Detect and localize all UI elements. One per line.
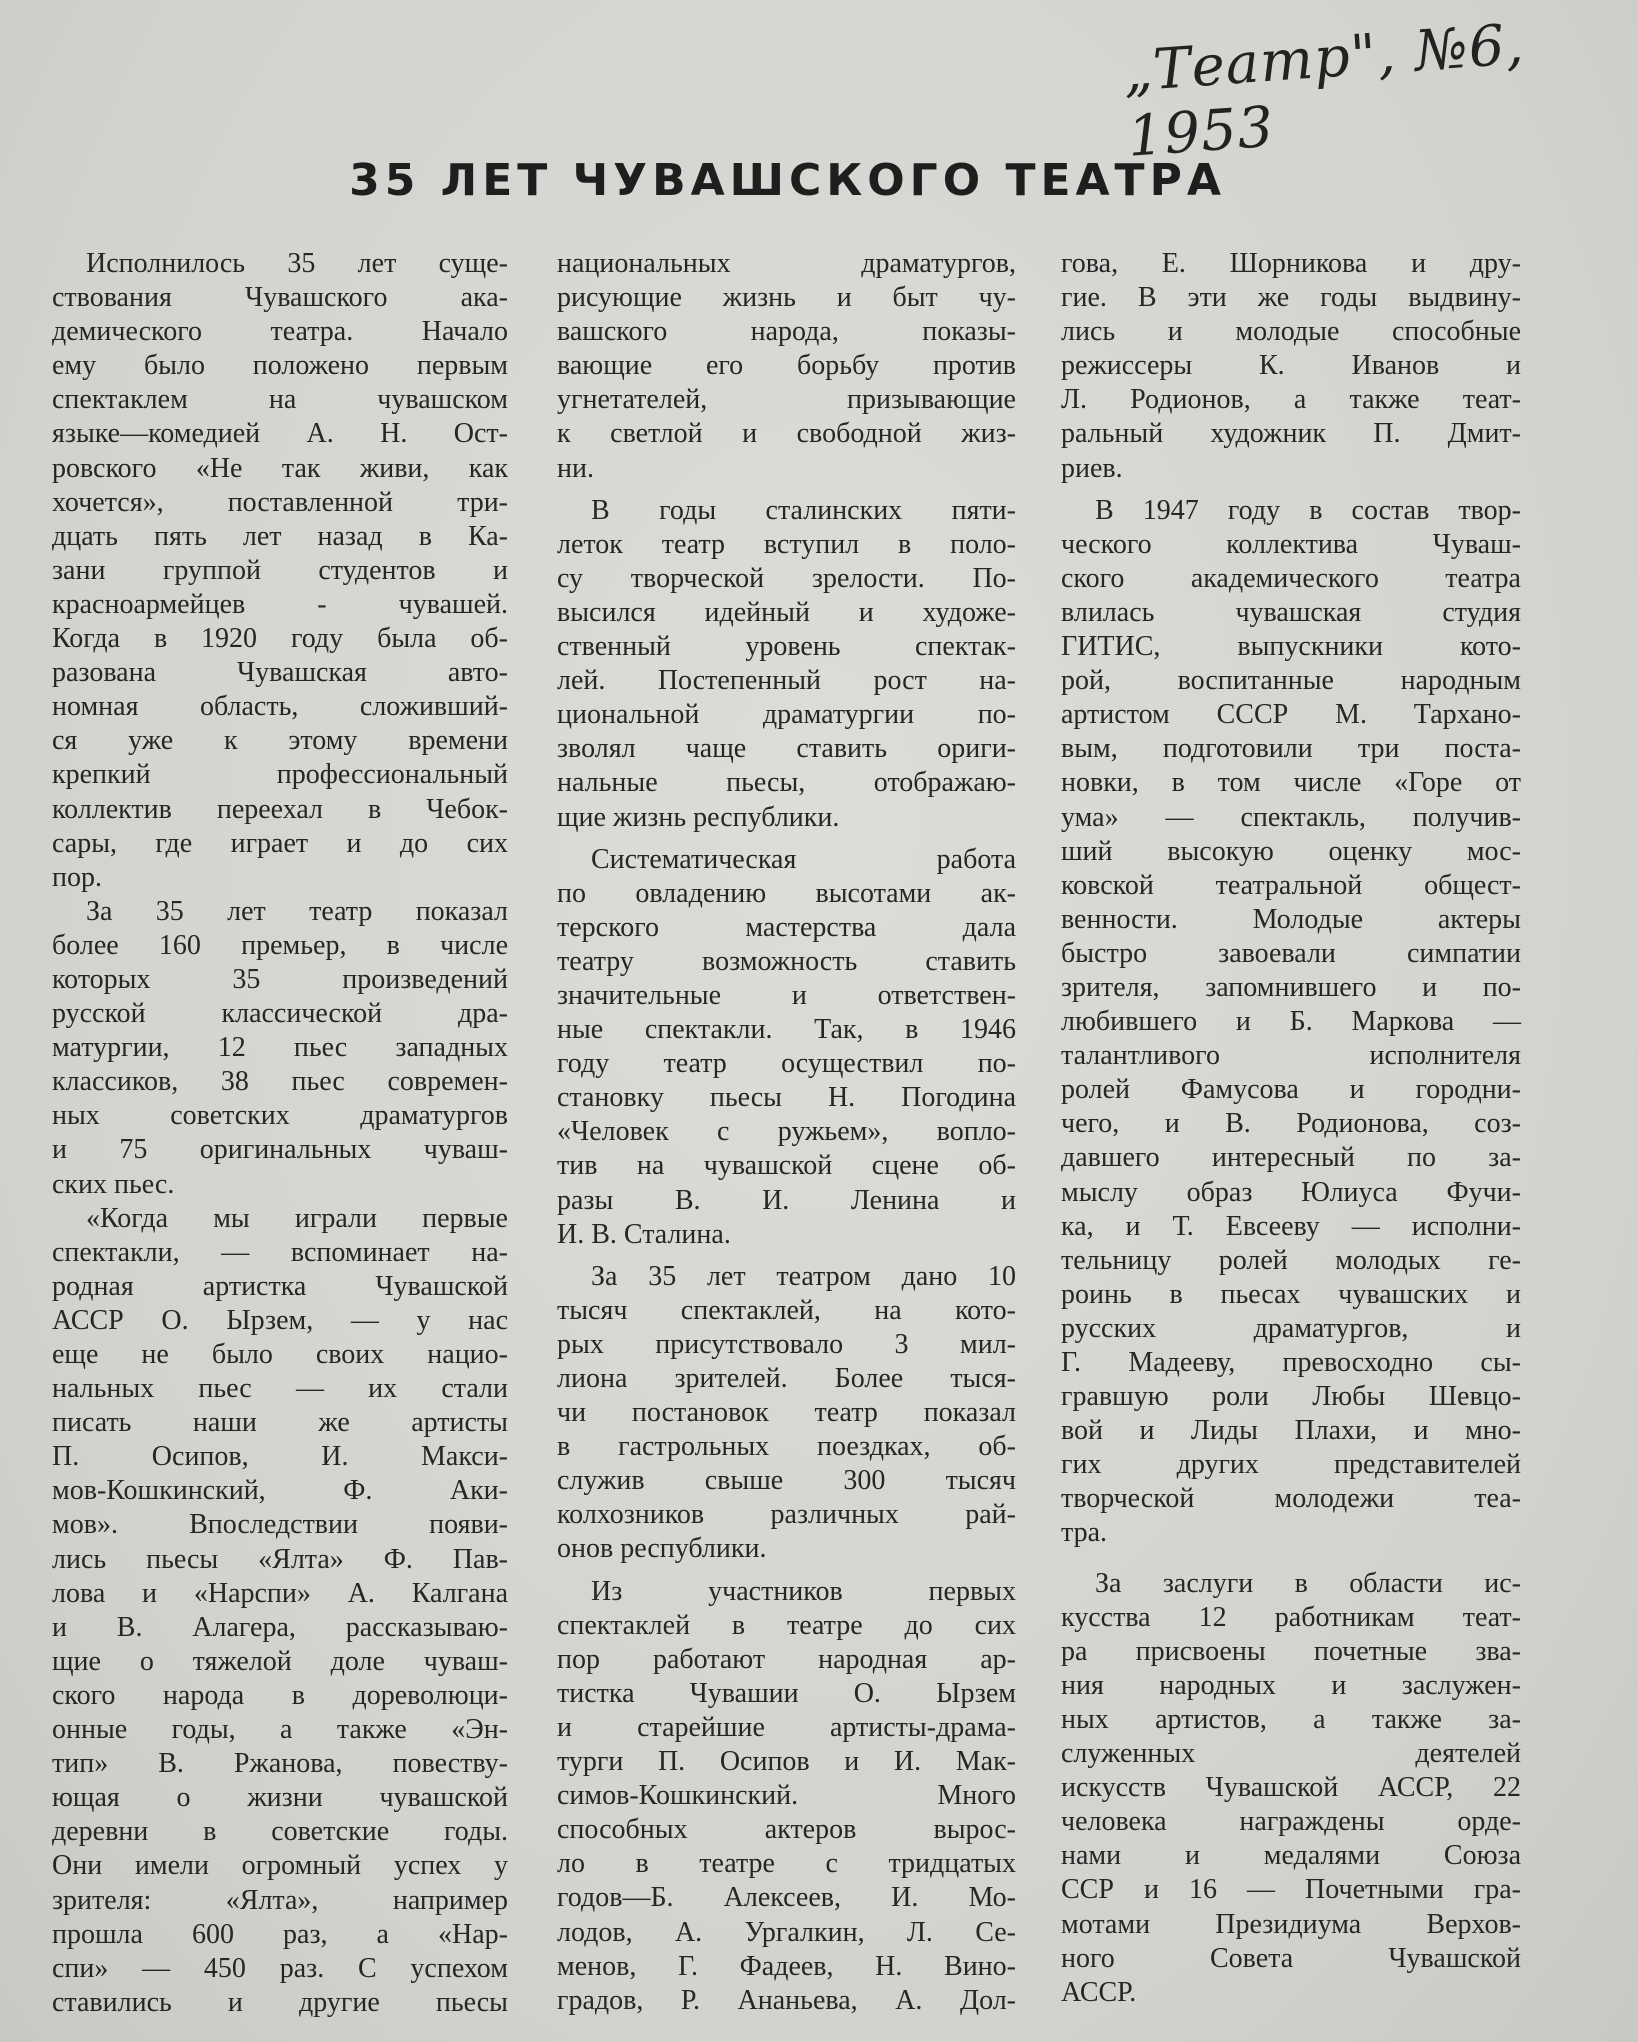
text-line: разы В. И. Ленина и xyxy=(557,1184,1016,1216)
handwritten-source-note: „Театр", №6, 1953 xyxy=(1121,12,1527,170)
text-line: ставились и другие пьесы xyxy=(52,1986,508,2018)
paragraph xyxy=(557,494,1016,835)
text-line: ГИТИС, выпускники кото- xyxy=(1061,631,1521,663)
text-line: русской классической дра- xyxy=(52,998,508,1030)
text-line: симов-Кошкинский. Много xyxy=(557,1780,1016,1812)
text-line: и старейшие артисты-драма- xyxy=(557,1711,1016,1743)
text-line: и В. Алагера, рассказываю- xyxy=(52,1611,508,1643)
text-line: гравшую роли Любы Шевцо- xyxy=(1061,1381,1521,1413)
text-line: вым, подготовили три поста- xyxy=(1061,733,1521,765)
text-line: тистка Чувашии О. Ырзем xyxy=(557,1677,1016,1709)
text-line: За 35 лет театром дано 10 xyxy=(591,1260,1016,1292)
text-line: искусств Чувашской АССР, 22 xyxy=(1061,1772,1521,1804)
text-line: рой, воспитанные народным xyxy=(1061,665,1521,697)
text-line: по овладению высотами ак- xyxy=(557,877,1016,909)
text-line: лодов, А. Ургалкин, Л. Се- xyxy=(557,1916,1016,1948)
text-line: мотами Президиума Верхов- xyxy=(1061,1908,1521,1940)
text-line: ющая о жизни чувашской xyxy=(52,1782,508,1814)
text-line: ума» — спектакль, получив- xyxy=(1061,801,1521,833)
text-line: прошла 600 раз, а «Нар- xyxy=(52,1918,508,1950)
text-line: чи постановок театр показал xyxy=(557,1397,1016,1429)
text-line: онов республики. xyxy=(557,1533,767,1565)
article-column-1 xyxy=(52,247,508,2020)
text-line: Когда в 1920 году была об- xyxy=(52,623,508,655)
text-line: ему было положено первым xyxy=(52,350,508,382)
text-line: в гастрольных поездках, об- xyxy=(557,1431,1016,1463)
text-line: лова и «Нарспи» А. Калгана xyxy=(52,1577,508,1609)
text-line: режиссеры К. Иванов и xyxy=(1061,350,1521,382)
text-line: пор работают народная ар- xyxy=(557,1643,1016,1675)
text-line: чего, и В. Родионова, соз- xyxy=(1061,1108,1521,1140)
text-line: угнетателей, призывающие xyxy=(557,384,1016,416)
text-line: служив свыше 300 тысяч xyxy=(557,1465,1016,1497)
text-line: щие о тяжелой доле чуваш- xyxy=(52,1645,508,1677)
text-line: тив на чувашской сцене об- xyxy=(557,1150,1016,1182)
text-line: менов, Г. Фадеев, Н. Вино- xyxy=(557,1950,1016,1982)
text-line: быстро завоевали симпатии xyxy=(1061,937,1521,969)
text-line: За заслуги в области ис- xyxy=(1095,1567,1521,1599)
text-line: В 1947 году в состав твор- xyxy=(1095,494,1521,526)
text-line: тра. xyxy=(1061,1517,1108,1549)
text-line: человека награждены орде- xyxy=(1061,1806,1521,1838)
text-line: мыслу образ Юлиуса Фучи- xyxy=(1061,1176,1521,1208)
text-line: онные годы, а также «Эн- xyxy=(52,1714,508,1746)
text-line: За 35 лет театр показал xyxy=(86,895,508,927)
text-line: ского народа в дореволюци- xyxy=(52,1679,508,1711)
text-line: спектаклей в театре до сих xyxy=(557,1609,1016,1641)
paragraph xyxy=(1061,1567,1521,2010)
text-line: зволял чаще ставить ориги- xyxy=(557,733,1016,765)
text-line: хочется», поставленной три- xyxy=(52,486,508,518)
text-line: рисующие жизнь и быт чу- xyxy=(557,282,1016,314)
text-line: Л. Родионов, а также теат- xyxy=(1061,384,1521,416)
text-line: «Когда мы играли первые xyxy=(86,1202,508,1234)
text-line: спектакли, — вспоминает на- xyxy=(52,1236,508,1268)
text-line: артистом СССР М. Тархано- xyxy=(1061,699,1521,731)
text-line: театру возможность ставить xyxy=(557,945,1016,977)
text-line: любившего и Б. Маркова — xyxy=(1061,1006,1521,1038)
text-line: деревни в советские годы. xyxy=(52,1816,508,1848)
text-line: лись пьесы «Ялта» Ф. Пав- xyxy=(52,1543,508,1575)
text-line: ных советских драматургов xyxy=(52,1100,508,1132)
text-line: ческого коллектива Чуваш- xyxy=(1061,528,1521,560)
text-line: гих других представителей xyxy=(1061,1449,1521,1481)
text-line: венности. Молодые актеры xyxy=(1061,903,1521,935)
text-line: писать наши же артисты xyxy=(52,1407,508,1439)
text-line: рых присутствовало 3 мил- xyxy=(557,1328,1016,1360)
text-line: вающие его борьбу против xyxy=(557,350,1016,382)
text-line: АССР О. Ырзем, — у нас xyxy=(52,1304,508,1336)
text-line: ственный уровень спектак- xyxy=(557,631,1016,663)
text-line: годов—Б. Алексеев, И. Мо- xyxy=(557,1882,1016,1914)
text-line: мов-Кошкинский, Ф. Аки- xyxy=(52,1475,508,1507)
text-line: Исполнилось 35 лет суще- xyxy=(86,248,508,279)
text-line: ССР и 16 — Почетными гра- xyxy=(1061,1874,1521,1906)
text-line: зрителя, запомнившего и по- xyxy=(1061,971,1521,1003)
text-line: Они имели огромный успех у xyxy=(52,1850,508,1882)
text-line: и 75 оригинальных чуваш- xyxy=(52,1134,508,1166)
text-line: тысяч спектаклей, на кото- xyxy=(557,1294,1016,1326)
text-line: кусства 12 работникам теат- xyxy=(1061,1601,1521,1633)
text-line: языке—комедией А. Н. Ост- xyxy=(52,418,508,450)
text-line: красноармейцев - чувашей. xyxy=(52,588,508,620)
text-line: ного Совета Чувашской xyxy=(1061,1942,1521,1974)
text-line: Систематическая работа xyxy=(591,843,1016,875)
text-line: ло в театре с тридцатых xyxy=(557,1848,1016,1880)
text-line: классиков, 38 пьес современ- xyxy=(52,1066,508,1098)
text-line: градов, Р. Ананьева, А. Дол- xyxy=(557,1984,1016,2016)
text-line: су творческой зрелости. По- xyxy=(557,562,1016,594)
text-line: ровского «Не так живи, как xyxy=(52,452,508,484)
text-line: лись и молодые способные xyxy=(1061,316,1521,348)
paragraph xyxy=(52,895,508,1202)
text-line: вашского народа, показы- xyxy=(557,316,1016,348)
text-line: к светлой и свободной жиз- xyxy=(557,418,1016,450)
text-line: высился идейный и художе- xyxy=(557,596,1016,628)
text-line: служенных деятелей xyxy=(1061,1738,1521,1770)
text-line: АССР. xyxy=(1061,1976,1137,2008)
text-line: году театр осуществил по- xyxy=(557,1048,1016,1080)
text-line: разована Чувашская авто- xyxy=(52,657,508,689)
text-line: «Человек с ружьем», вопло- xyxy=(557,1116,1016,1148)
paragraph xyxy=(557,1575,1016,2018)
text-line: нами и медалями Союза xyxy=(1061,1840,1521,1872)
text-line: вой и Лиды Плахи, и мно- xyxy=(1061,1415,1521,1447)
text-line: лиона зрителей. Более тыся- xyxy=(557,1363,1016,1394)
text-line: ских пьес. xyxy=(52,1168,175,1200)
text-line: талантливого исполнителя xyxy=(1061,1040,1521,1072)
text-line: циональной драматургии по- xyxy=(557,699,1016,731)
text-line: И. В. Сталина. xyxy=(557,1218,731,1250)
text-line: родная артистка Чувашской xyxy=(52,1270,508,1302)
paragraph xyxy=(557,843,1016,1252)
paragraph xyxy=(1061,494,1521,1551)
text-line: риев. xyxy=(1061,452,1123,484)
text-line: ковской театральной общест- xyxy=(1061,869,1521,901)
text-line: мов». Впоследствии появи- xyxy=(52,1509,508,1541)
text-line: ского академического театра xyxy=(1061,562,1521,594)
text-line: становку пьесы Н. Погодина xyxy=(557,1082,1016,1114)
text-line: способных актеров вырос- xyxy=(557,1814,1016,1846)
text-line: гова, Е. Шорникова и дру- xyxy=(1061,248,1521,279)
text-line: Из участников первых xyxy=(591,1575,1016,1607)
text-line: зани группой студентов и xyxy=(52,554,508,586)
text-line: давшего интересный по за- xyxy=(1061,1142,1521,1174)
text-line: щие жизнь республики. xyxy=(557,801,840,833)
paragraph xyxy=(1061,247,1521,486)
text-line: спектаклем на чувашском xyxy=(52,384,508,416)
text-line: ния народных и заслужен- xyxy=(1061,1669,1521,1701)
text-line: В годы сталинских пяти- xyxy=(591,494,1016,526)
text-line: пор. xyxy=(52,861,102,893)
text-line: ший высокую оценку мос- xyxy=(1061,835,1521,867)
text-line: нальных пьес — их стали xyxy=(52,1373,508,1405)
article-column-2 xyxy=(557,247,1016,2026)
text-line: которых 35 произведений xyxy=(52,963,508,995)
text-line: крепкий профессиональный xyxy=(52,759,508,791)
text-line: сары, где играет и до сих xyxy=(52,827,508,859)
text-line: ка, и Т. Евсееву — исполни- xyxy=(1061,1210,1521,1242)
text-line: тип» В. Ржанова, повеству- xyxy=(52,1748,508,1780)
text-line: спи» — 450 раз. С успехом xyxy=(52,1952,508,1984)
text-line: коллектив переехал в Чебок- xyxy=(52,793,508,825)
text-line: нальные пьесы, отображаю- xyxy=(557,767,1016,799)
text-line: более 160 премьер, в числе xyxy=(52,929,508,961)
text-line: русских драматургов, и xyxy=(1061,1312,1521,1344)
text-line: номная область, сложивший- xyxy=(52,691,508,723)
text-line: гие. В эти же годы выдвину- xyxy=(1061,282,1521,314)
text-line: значительные и ответствен- xyxy=(557,979,1016,1011)
text-line: национальных драматургов, xyxy=(557,248,1016,279)
text-line: новки, в том числе «Горе от xyxy=(1061,767,1521,799)
text-line: турги П. Осипов и И. Мак- xyxy=(557,1746,1016,1778)
text-line: влилась чувашская студия xyxy=(1061,596,1521,628)
text-line: ные спектакли. Так, в 1946 xyxy=(557,1014,1016,1046)
paragraph xyxy=(557,1260,1016,1567)
article-column-3 xyxy=(1061,247,1521,2018)
text-line: ствования Чувашского ака- xyxy=(52,282,508,314)
paragraph xyxy=(52,1202,508,2020)
text-line: матургии, 12 пьес западных xyxy=(52,1032,508,1064)
text-line: терского мастерства дала xyxy=(557,911,1016,943)
text-line: творческой молодежи теа- xyxy=(1061,1483,1521,1515)
text-line: ра присвоены почетные зва- xyxy=(1061,1635,1521,1667)
text-line: П. Осипов, И. Макси- xyxy=(52,1441,508,1473)
paragraph xyxy=(52,247,508,895)
text-line: лей. Постепенный рост на- xyxy=(557,665,1016,697)
text-line: тельницу ролей молодых ге- xyxy=(1061,1244,1521,1276)
article-title: 35 ЛЕТ ЧУВАШСКОГО ТЕАТРА xyxy=(349,155,1226,206)
text-line: еще не было своих нацио- xyxy=(52,1339,508,1370)
text-line: ролей Фамусова и городни- xyxy=(1061,1074,1521,1106)
text-line: роинь в пьесах чувашских и xyxy=(1061,1278,1521,1310)
text-line: ральный художник П. Дмит- xyxy=(1061,418,1521,450)
paragraph xyxy=(557,247,1016,486)
text-line: леток театр вступил в поло- xyxy=(557,528,1016,560)
text-line: зрителя: «Ялта», например xyxy=(52,1884,508,1916)
text-line: колхозников различных рай- xyxy=(557,1499,1016,1531)
text-line: ни. xyxy=(557,452,594,484)
text-line: дцать пять лет назад в Ка- xyxy=(52,520,508,552)
text-line: ных артистов, а также за- xyxy=(1061,1703,1521,1735)
text-line: ся уже к этому времени xyxy=(52,725,508,757)
text-line: демического театра. Начало xyxy=(52,316,508,348)
text-line: Г. Мадееву, превосходно сы- xyxy=(1061,1347,1521,1378)
